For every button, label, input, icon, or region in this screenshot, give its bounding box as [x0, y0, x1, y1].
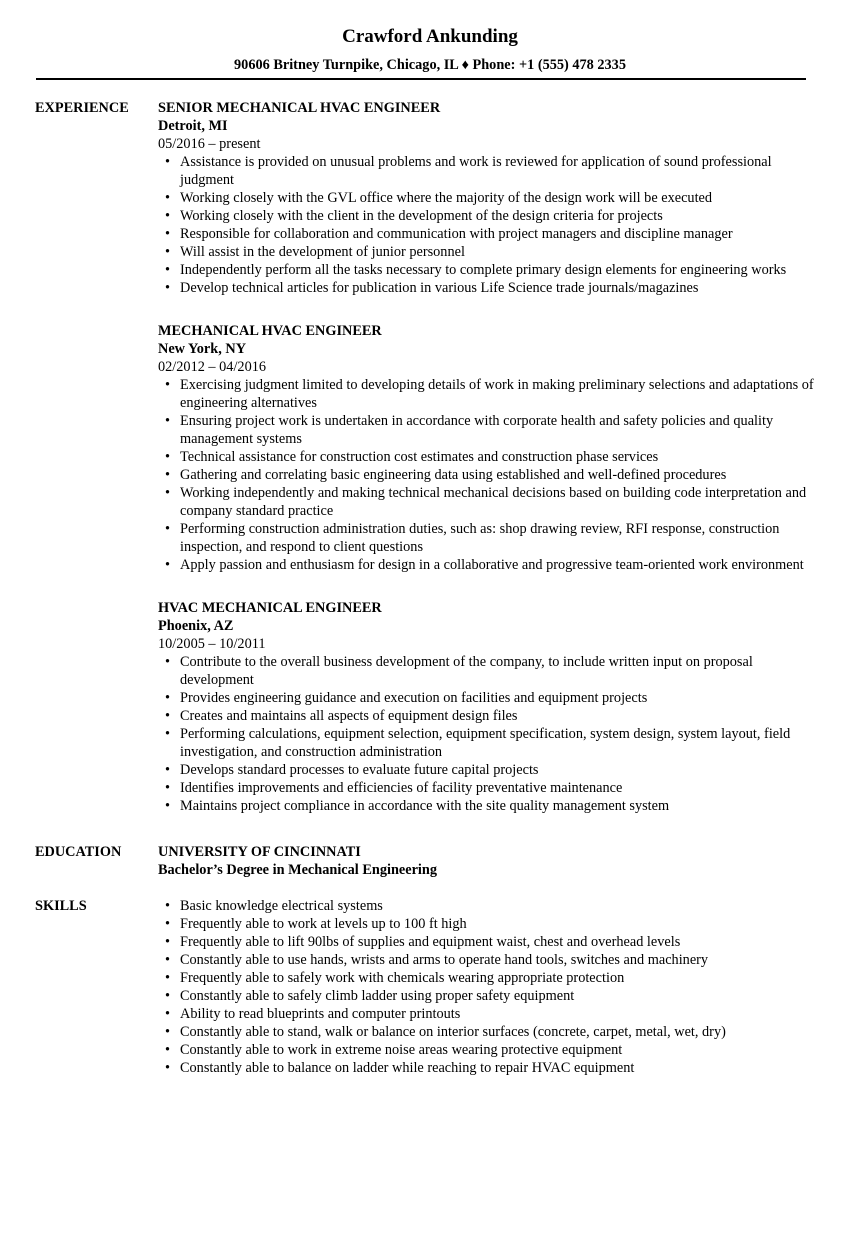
skill-item: • Frequently able to safely work with chemicals wearing appropriate protection	[180, 969, 820, 987]
job-bullets	[158, 153, 820, 297]
section-label: EDUCATION	[35, 844, 122, 860]
skill-item: • Constantly able to stand, walk or balance on interior surfaces (concrete, carpet, metal, wet, dry)	[180, 1023, 820, 1041]
skill-item: • Constantly able to balance on ladder while reaching to repair HVAC equipment	[180, 1059, 820, 1077]
bullet-item: • Working independently and making technical mechanical decisions based on building code interpretation and company standard practice	[180, 484, 820, 520]
bullet-item: • Contribute to the overall business development of the company, to include written input on proposal development	[180, 653, 820, 689]
bullet-item: • Assistance is provided on unusual problems and work is reviewed for application of sound professional judgment	[180, 153, 820, 189]
header-divider	[36, 78, 806, 80]
job-bullets	[158, 376, 820, 574]
job-dates: 02/2012 – 04/2016	[158, 359, 267, 375]
bullet-item: • Ensuring project work is undertaken in accordance with corporate health and safety policies and quality management systems	[180, 412, 820, 448]
bullet-item: • Gathering and correlating basic engineering data using established and well-defined procedures	[180, 466, 820, 484]
job-title: HVAC MECHANICAL ENGINEER	[158, 600, 382, 616]
bullet-item: • Working closely with the GVL office where the majority of the design work will be executed	[180, 189, 820, 207]
job-title: MECHANICAL HVAC ENGINEER	[158, 323, 382, 339]
job-dates: 10/2005 – 10/2011	[158, 636, 266, 652]
bullet-item: • Identifies improvements and efficiencies of facility preventative maintenance	[180, 779, 820, 797]
job-location: Detroit, MI	[158, 118, 228, 134]
bullet-item: • Maintains project compliance in accordance with the site quality management system	[180, 797, 820, 815]
job-location: Phoenix, AZ	[158, 618, 234, 634]
skill-item: • Ability to read blueprints and computer printouts	[180, 1005, 820, 1023]
resume-header	[0, 0, 860, 80]
bullet-item: • Develops standard processes to evaluate future capital projects	[180, 761, 820, 779]
skill-item: • Constantly able to safely climb ladder using proper safety equipment	[180, 987, 820, 1005]
bullet-item: • Creates and maintains all aspects of equipment design files	[180, 707, 820, 725]
bullet-item: • Responsible for collaboration and communication with project managers and discipline manager	[180, 225, 820, 243]
skills-list	[158, 897, 820, 1077]
job-entry	[158, 99, 820, 297]
bullet-item: • Exercising judgment limited to developing details of work in making preliminary selections and adaptations of engineering alternatives	[180, 376, 820, 412]
bullet-item: • Will assist in the development of junior personnel	[180, 243, 820, 261]
contact-line: 90606 Britney Turnpike, Chicago, IL ♦ Phone: +1 (555) 478 2335	[234, 57, 626, 73]
candidate-name: Crawford Ankunding	[342, 26, 518, 47]
bullet-item: • Apply passion and enthusiasm for design in a collaborative and progressive team-oriented work environment	[180, 556, 820, 574]
job-title: SENIOR MECHANICAL HVAC ENGINEER	[158, 100, 441, 116]
bullet-item: • Independently perform all the tasks necessary to complete primary design elements for engineering works	[180, 261, 820, 279]
section-label: SKILLS	[35, 898, 87, 914]
skill-item: • Frequently able to lift 90lbs of supplies and equipment waist, chest and overhead levels	[180, 933, 820, 951]
education-section	[35, 843, 860, 879]
experience-section	[35, 99, 860, 815]
job-entry	[158, 599, 820, 815]
skills-section	[35, 897, 860, 1077]
job-dates: 05/2016 – present	[158, 136, 261, 152]
bullet-item: • Technical assistance for construction cost estimates and construction phase services	[180, 448, 820, 466]
experience-list	[158, 99, 860, 815]
skill-item: • Frequently able to work at levels up to 100 ft high	[180, 915, 820, 933]
skill-item: • Constantly able to work in extreme noise areas wearing protective equipment	[180, 1041, 820, 1059]
school-name: UNIVERSITY OF CINCINNATI	[158, 844, 361, 860]
bullet-item: • Develop technical articles for publication in various Life Science trade journals/magazines	[180, 279, 820, 297]
skill-item: • Basic knowledge electrical systems	[180, 897, 820, 915]
job-location: New York, NY	[158, 341, 247, 357]
bullet-item: • Performing calculations, equipment selection, equipment specification, system design, system layout, field investigation, and construction administration	[180, 725, 820, 761]
job-entry	[158, 322, 820, 574]
bullet-item: • Performing construction administration duties, such as: shop drawing review, RFI response, construction inspection, and respond to client questions	[180, 520, 820, 556]
bullet-item: • Working closely with the client in the development of the design criteria for projects	[180, 207, 820, 225]
job-bullets	[158, 653, 820, 815]
bullet-item: • Provides engineering guidance and execution on facilities and equipment projects	[180, 689, 820, 707]
section-label: EXPERIENCE	[35, 100, 129, 116]
skill-item: • Constantly able to use hands, wrists and arms to operate hand tools, switches and machinery	[180, 951, 820, 969]
degree: Bachelor’s Degree in Mechanical Engineering	[158, 862, 438, 878]
